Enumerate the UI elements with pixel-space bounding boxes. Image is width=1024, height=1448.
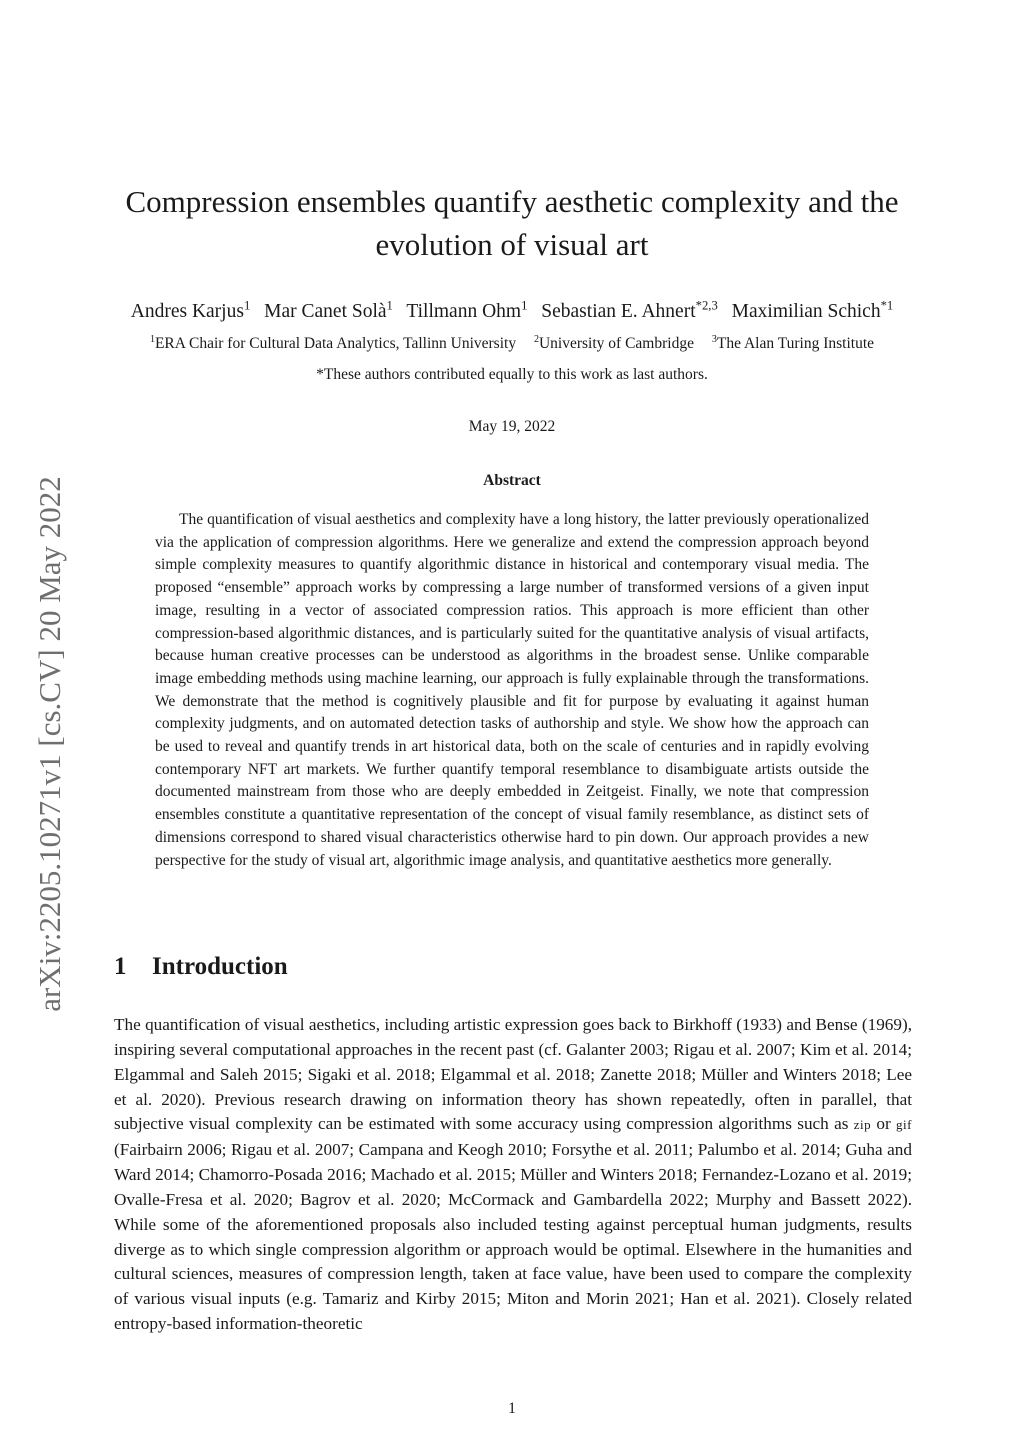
section-number: 1 [114,953,127,980]
section-heading [114,950,714,984]
affiliation-mark: 3 [711,333,717,345]
page-number: 1 [508,1400,516,1417]
affiliation-mark: 1 [149,333,155,345]
arxiv-identifier-stamp[interactable]: arXiv:2205.10271v1 [cs.CV] 20 May 2022 [32,476,67,1012]
affiliation-mark: 2 [533,333,539,345]
introduction-paragraph [114,1013,912,1337]
author-name: Mar Canet Solà [264,301,387,322]
paragraph-text: or [871,1114,897,1134]
author-name: Sebastian E. Ahnert [541,301,696,322]
equal-contribution-note: *These authors contributed equally to this work as last authors. [316,366,708,383]
paper-title: Compression ensembles quantify aesthetic complexity and the evolution of visual art [125,184,899,262]
format-gif: gif [896,1117,912,1133]
format-zip: zip [853,1117,872,1133]
author-affiliation-mark: 1 [386,298,393,313]
author-affiliation-mark: *1 [880,298,894,313]
author-name: Maximilian Schich [731,301,881,322]
affiliation-name: ERA Chair for Cultural Data Analytics, Tallinn University [154,335,517,352]
affiliation-name: University of Cambridge [538,335,694,352]
affiliation-list [90,333,934,355]
abstract-heading: Abstract [483,472,541,489]
paragraph-text: (Fairbairn 2006; Rigau et al. 2007; Campana and Keogh 2010; Forsythe et al. 2011; Palumbo et al. 2014; Guha and Ward 2014; Chamorro-Posada 2016; Machado et al. 2015; Müller and Winters 2018; Fernandez-Lozano et al. 2019; Ovalle-Fresa et al. 2020; Bagrov et al. 2020; McCormack and Gambardella 2022; Murphy and Bassett 2022). While some of the aforementioned proposals also included testing against perceptual human judgments, results diverge as to which single compression algorithm or approach would be optimal. Elsewhere in the humanities and cultural sciences, measures of compression length, taken at face value, have been used to compare the complexity of various visual inputs (e.g. Tamariz and Kirby 2015; Miton and Morin 2021; Han et al. 2021). Closely related entropy-based information-theoretic [114,1140,912,1334]
author-name: Tillmann Ohm [406,301,522,322]
abstract-text: The quantification of visual aesthetics and complexity have a long history, the latter previously operationalized via the application of compression algorithms. Here we generalize and extend the compression approach beyond simple complexity measures to quantify algorithmic distance in historical and contemporary visual media. The proposed “ensemble” approach works by compressing a large number of transformed versions of a given input image, resulting in a vector of associated compression ratios. This approach is more efficient than other compression-based algorithmic distances, and is particularly suited for the quantitative analysis of visual artifacts, because human creative processes can be understood as algorithms in the broadest sense. Unlike comparable image embedding methods using machine learning, our approach is fully explainable through the transformations. We demonstrate that the method is cognitively plausible and fit for purpose by evaluating it against human complexity judgments, and on automated detection tasks of authorship and style. We show how the approach can be used to reveal and quantify trends in art historical data, both on the scale of centuries and in rapidly evolving contemporary NFT art markets. We further quantify temporal resemblance to disambiguate artists outside the documented mainstream from those who are deeply embedded in Zeitgeist. Finally, we note that compression ensembles constitute a quantitative representation of the concept of visual family resemblance, as distinct sets of dimensions correspond to shared visual characteristics otherwise hard to pin down. Our approach provides a new perspective for the study of visual art, algorithmic image analysis, and quantitative aesthetics more generally. [155,511,869,869]
affiliation-name: The Alan Turing Institute [716,335,875,352]
section-title: Introduction [152,953,288,980]
author-affiliation-mark: *2,3 [695,298,718,313]
author-name: Andres Karjus [130,301,244,322]
author-list [90,298,934,326]
paragraph-text: The quantification of visual aesthetics, including artistic expression goes back to Birkhoff (1933) and Bense (1969), inspiring several computational approaches in the recent past (cf. Galanter 2003; Rigau et al. 2007; Kim et al. 2014; Elgammal and Saleh 2015; Sigaki et al. 2018; Elgammal et al. 2018; Zanette 2018; Müller and Winters 2018; Lee et al. 2020). Previous research drawing on information theory has shown repeatedly, often in parallel, that subjective visual complexity can be estimated with some accuracy using compression algorithms such as [114,1015,912,1134]
author-affiliation-mark: 1 [243,298,251,313]
author-affiliation-mark: 1 [521,298,528,313]
publication-date: May 19, 2022 [468,418,556,435]
